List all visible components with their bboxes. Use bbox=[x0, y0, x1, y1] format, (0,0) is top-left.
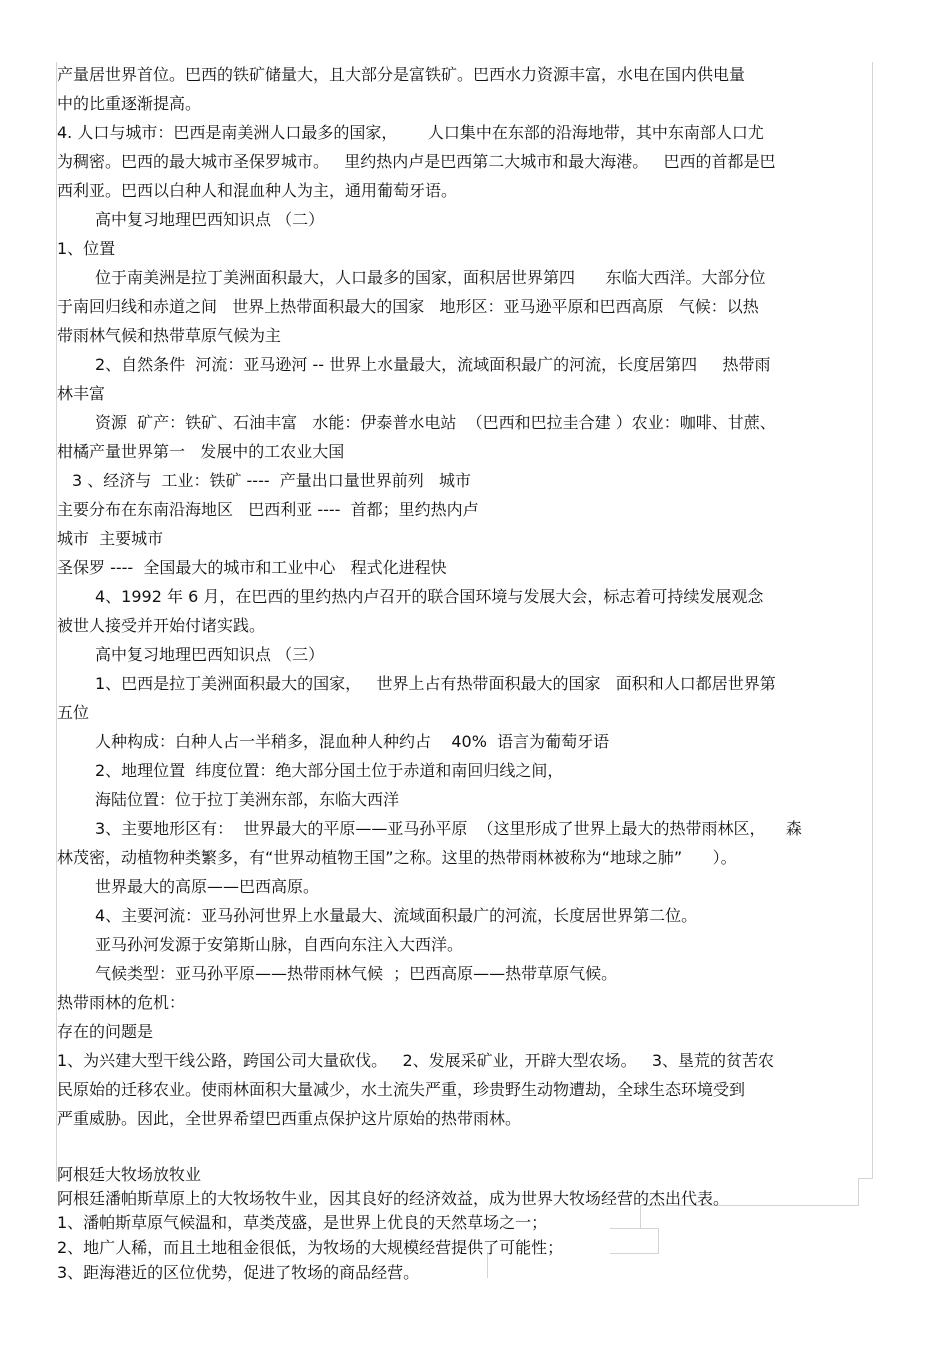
section-heading: 高中复习地理巴西知识点 （二） bbox=[95, 210, 325, 229]
subsection-heading: 1、位置 bbox=[57, 239, 116, 258]
body-text-line: 为稠密。巴西的最大城市圣保罗城市。 里约热内卢是巴西第二大城市和最大海港。 巴西的首都是巴 bbox=[57, 152, 776, 171]
section-heading: 高中复习地理巴西知识点 （三） bbox=[95, 645, 325, 664]
body-text-line: 产量居世界首位。巴西的铁矿储量大，且大部分是富铁矿。巴西水力资源丰富，水电在国内供电量 bbox=[57, 65, 746, 84]
body-text-line: 柑橘产量世界第一 发展中的工农业大国 bbox=[57, 442, 345, 461]
list-item: 1、潘帕斯草原气候温和，草类茂盛，是世界上优良的天然草场之一； bbox=[57, 1213, 548, 1232]
body-text-line: 被世人接受并开始付诸实践。 bbox=[57, 616, 266, 635]
page-frame-right bbox=[872, 62, 873, 1178]
body-text-line: 中的比重逐渐提高。 bbox=[57, 94, 202, 113]
body-text-line: 气候类型：亚马孙平原——热带雨林气候 ；巴西高原——热带草原气候。 bbox=[95, 964, 618, 983]
body-text-line: 2、地理位置 纬度位置：绝大部分国土位于赤道和南回归线之间， bbox=[95, 761, 564, 780]
body-text-line: 存在的问题是 bbox=[57, 1022, 154, 1041]
body-text-line: 民原始的迁移农业。使雨林面积大量减少，水土流失严重，珍贵野生动物遭劫，全球生态环境受到 bbox=[57, 1080, 746, 1099]
body-text-line: 1、巴西是拉丁美洲面积最大的国家， 世界上占有热带面积最大的国家 面积和人口都居世界第 bbox=[95, 674, 776, 693]
body-text-line: 资源 矿产：铁矿、石油丰富 水能：伊泰普水电站 （巴西和巴拉圭合建 ）农业：咖啡、甘蔗、 bbox=[95, 413, 776, 432]
body-text-line: 3 、经济与 工业：铁矿 ---- 产量出口量世界前列 城市 bbox=[72, 471, 472, 490]
body-text-line: 五位 bbox=[57, 703, 90, 722]
body-text-line: 4、1992 年 6 月，在巴西的里约热内卢召开的联合国环境与发展大会，标志着可持续发展观念 bbox=[95, 587, 764, 606]
body-text-line: 4. 人口与城市：巴西是南美洲人口最多的国家， 人口集中在东部的沿海地带，其中东南部人口尤 bbox=[57, 123, 764, 142]
body-text-line: 3、主要地形区有： 世界最大的平原——亚马孙平原 （这里形成了世界上最大的热带雨林区， 森 bbox=[95, 819, 802, 838]
page-frame-step-3 bbox=[610, 1228, 659, 1254]
body-text-line: 林茂密，动植物种类繁多，有“世界动植物王国”之称。这里的热带雨林被称为“地球之肺” ）。 bbox=[57, 848, 737, 867]
body-text-line: 圣保罗 ---- 全国最大的城市和工业中心 程式化进程快 bbox=[57, 558, 447, 577]
body-text-line: 2、自然条件 河流：亚马逊河 -- 世界上水量最大，流域面积最广的河流，长度居第四 热带雨 bbox=[95, 355, 771, 374]
body-text-line: 阿根廷潘帕斯草原上的大牧场牧牛业，因其良好的经济效益，成为世界大牧场经营的杰出代表。 bbox=[57, 1189, 730, 1208]
body-text-line: 林丰富 bbox=[57, 384, 106, 403]
body-text-line: 世界最大的高原——巴西高原。 bbox=[95, 877, 320, 896]
body-text-line: 带雨林气候和热带草原气候为主 bbox=[57, 326, 282, 345]
body-text-line: 严重威胁。因此，全世界希望巴西重点保护这片原始的热带雨林。 bbox=[57, 1109, 522, 1128]
body-text-line: 主要分布在东南沿海地区 巴西利亚 ---- 首都；里约热内卢 bbox=[57, 500, 479, 519]
page-frame-step-1 bbox=[858, 1178, 873, 1206]
body-text-line: 海陆位置：位于拉丁美洲东部，东临大西洋 bbox=[95, 790, 400, 809]
body-text-line: 西利亚。巴西以白种人和混血种人为主，通用葡萄牙语。 bbox=[57, 181, 458, 200]
body-text-line: 于南回归线和赤道之间 世界上热带面积最大的国家 地形区：亚马逊平原和巴西高原 气候：以热 bbox=[57, 297, 759, 316]
body-text-line: 城市 主要城市 bbox=[57, 529, 164, 548]
body-text-line: 亚马孙河发源于安第斯山脉，自西向东注入大西洋。 bbox=[95, 935, 464, 954]
subsection-heading: 热带雨林的危机： bbox=[57, 993, 186, 1012]
body-text-line: 4、主要河流：亚马孙河世界上水量最大、流域面积最广的河流，长度居世界第二位。 bbox=[95, 906, 698, 925]
body-text-line: 1、为兴建大型干线公路，跨国公司大量砍伐。 2、发展采矿业，开辟大型农场。 3、垦荒的贫苦农 bbox=[57, 1051, 775, 1070]
list-item: 2、地广人稀，而且土地租金很低，为牧场的大规模经营提供了可能性； bbox=[57, 1238, 564, 1257]
list-item: 3、距海港近的区位优势，促进了牧场的商品经营。 bbox=[57, 1263, 420, 1282]
section-heading: 阿根廷大牧场放牧业 bbox=[57, 1165, 202, 1184]
body-text-line: 人种构成：白种人占一半稍多，混血种人种约占 40% 语言为葡萄牙语 bbox=[95, 732, 610, 751]
body-text-line: 位于南美洲是拉丁美洲面积最大，人口最多的国家，面积居世界第四 东临大西洋。大部分位 bbox=[95, 268, 766, 287]
